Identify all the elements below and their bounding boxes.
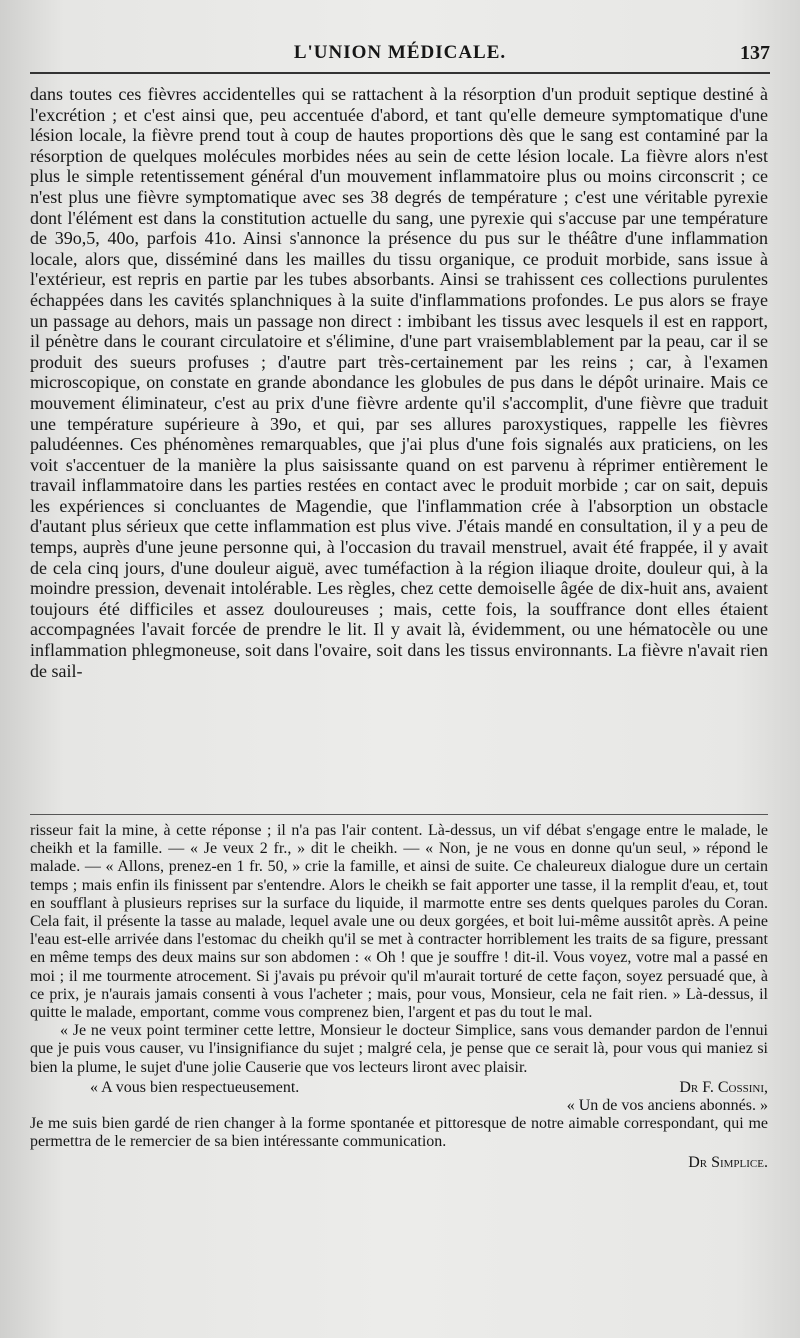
feuilleton: [30, 822, 768, 1172]
signature-line: [30, 1079, 768, 1097]
feuilleton-paragraph-1: risseur fait la mine, à cette réponse ; il n'a pas l'air content. Là-dessus, un vif débat s'engage entre le malade, le cheikh et la famille. — « Je veux 2 fr., » dit le cheikh. — « Non, je ne vous en donne qu'un seul, » répond le malade. — « Allons, prenez-en 1 fr. 50, » crie la famille, et ainsi de suite. Ce chaleureux dialogue dure un certain temps ; mais enfin ils finissent par s'entendre. Alors le cheikh se fait apporter une tasse, il la remplit d'eau, et, tout en soufflant à plusieurs reprises sur la surface du liquide, il marmotte entre ses dents quelques paroles du Coran. Cela fait, il présente la tasse au malade, lequel avale une ou deux gorgées, et boit lui-même aussitôt après. A peine l'eau est-elle arrivée dans l'estomac du cheikh qu'il se met à contracter horriblement les traits de sa figure, pressant en même temps des deux mains sur son abdomen : « Oh ! que je souffre ! dit-il. Vous voyez, votre mal a passé en moi ; il me tourmente atrocement. Si j'avais pu prévoir qu'il m'aurait torturé de cette façon, soyez persuadé que, à ce prix, je n'aurais jamais consenti à vous l'acheter ; mais, pour vous, Monsieur, cela ne fait rien. » Là-dessus, il quitte le malade, emportant, comme vous comprenez bien, l'argent et pas du tout le mal.: [30, 822, 768, 1022]
feuilleton-divider: [30, 814, 768, 815]
article-paragraph: dans toutes ces fièvres accidentelles qui se rattachent à la résorption d'un produit septique destiné à l'excrétion ; et c'est ainsi que, peu accentuée d'abord, et tant qu'elle demeure symptomatique d'une lésion locale, la fièvre prend tout à coup de hautes proportions dès que le sang est contaminé par la résorption de quelques molécules morbides nées au sein de cette lésion locale. La fièvre alors n'est plus le simple retentissement général d'un mouvement inflammatoire plus ou moins circonscrit ; ce n'est plus une fièvre symptomatique avec ses 38 degrés de température ; c'est une véritable pyrexie dont l'élément est dans la constitution actuelle du sang, une pyrexie qui s'accuse par une température de 39o,5, 40o, parfois 41o. Ainsi s'annonce la présence du pus sur le théâtre d'une inflammation locale, alors que, disséminé dans les mailles du tissu organique, ce produit morbide, sans issue à l'extérieur, est repris en partie par les tubes absorbants. Ainsi se trahissent ces collections purulentes échappées dans les cavités splanchniques à la suite d'inflammations profondes. Le pus alors se fraye un passage au dehors, mais un passage non direct : imbibant les tissus avec lesquels il est en rapport, il pénètre dans le courant circulatoire et s'élimine, d'une part vraisemblablement par la peau, car il se produit des sueurs profuses ; d'autre part très-certainement par les reins ; car, à l'examen microscopique, on constate en grande abondance les globules de pus dans le dépôt urinaire. Mais ce mouvement éliminateur, c'est au prix d'une fièvre ardente qu'il s'accomplit, d'une fièvre que traduit une température supérieure à 39o, et qui, par ses allures paroxystiques, rappelle les fièvres paludéennes. Ces phénomènes remarquables, que j'ai plus d'une fois signalés aux praticiens, on les voit s'accentuer de la manière la plus saisissante quand on est parvenu à réprimer entièrement le travail inflammatoire dans les parties restées en contact avec le produit morbide ; car on sait, depuis les expériences si concluantes de Magendie, que l'inflammation crée à l'absorption un obstacle d'autant plus sérieux que cette inflammation est plus vive. J'étais mandé en consultation, il y a peu de temps, auprès d'une jeune personne qui, à l'occasion du travail menstruel, avait été frappée, il y avait de cela cinq jours, d'une douleur aiguë, avec tuméfaction à la région iliaque droite, douleur qui, à la moindre pression, devenait intolérable. Les règles, chez cette demoiselle âgée de dix-huit ans, avaient toujours été difficiles et assez douloureuses ; mais, cette fois, la souffrance dont elles étaient accompagnées l'avait forcée de prendre le lit. Il y avait là, évidemment, ou une hématocèle ou une inflammation phlegmoneuse, soit dans l'ovaire, soit dans les tissus environnants. La fièvre n'avait rien de sail-: [30, 84, 768, 681]
signature-note: « Un de vos anciens abonnés. »: [566, 1097, 768, 1115]
article-body: [30, 84, 768, 681]
page-number: 137: [740, 42, 770, 64]
editor-signature: Dr Simplice.: [688, 1153, 768, 1171]
closing-formula: « A vous bien respectueusement.: [90, 1078, 300, 1096]
editor-note: Je me suis bien gardé de rien changer à la forme spontanée et pittoresque de notre aimable correspondant, qui me permettra de le remercier de sa bien intéressante communication.: [30, 1115, 768, 1151]
header-rule: [30, 72, 770, 74]
signature: Dr F. Cossini,: [679, 1078, 768, 1096]
feuilleton-paragraph-2: « Je ne veux point terminer cette lettre, Monsieur le docteur Simplice, sans vous demander pardon de l'ennui que je puis vous causer, vu l'insignifiance du sujet ; malgré cela, je pense que ce serait là, pour vous qui maniez si bien la plume, le sujet d'une jolie Causerie que vos lecteurs liront avec plaisir.: [30, 1022, 768, 1076]
page-header: [30, 34, 770, 74]
running-head: L'UNION MÉDICALE.: [293, 42, 507, 63]
